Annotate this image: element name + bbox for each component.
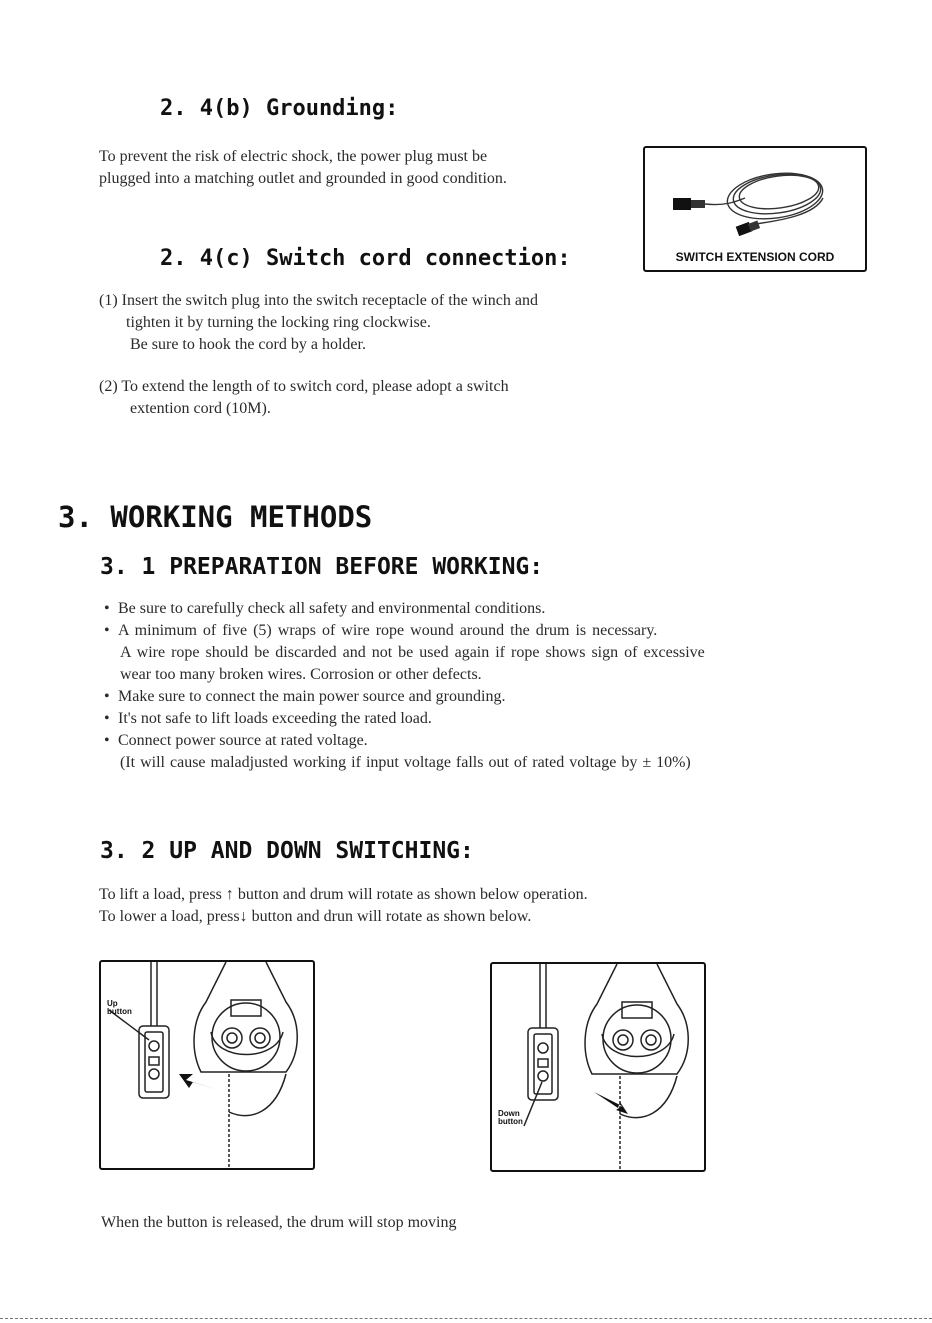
section-heading-working-methods: 3. WORKING METHODS: [58, 500, 373, 534]
bullet-marker: •: [104, 688, 110, 705]
up-label-line-2: button: [107, 1007, 132, 1016]
up-label-line-1: Up: [107, 999, 118, 1008]
down-operation-figure: [490, 962, 706, 1172]
preparation-bullet-5-cont: (It will cause maladjusted working if input voltage falls out of rated voltage by ± 10%): [120, 754, 691, 771]
section-heading-grounding: 2. 4(b) Grounding:: [160, 96, 399, 121]
preparation-bullet-2-cont-1: A wire rope should be discarded and not be used again if rope shows sign of excessive: [120, 644, 705, 661]
winch-up-illustration: [101, 962, 313, 1168]
release-note: When the button is released, the drum will stop moving: [101, 1214, 457, 1231]
grounding-text-line-1: To prevent the risk of electric shock, the power plug must be: [99, 148, 488, 165]
preparation-bullet-5: Connect power source at rated voltage.: [118, 732, 368, 749]
switch-cord-step-1-line-3: Be sure to hook the cord by a holder.: [130, 336, 366, 353]
preparation-bullet-2-cont-2: wear too many broken wires. Corrosion or other defects.: [120, 666, 482, 683]
switch-cord-step-2-line-2: extention cord (10M).: [130, 400, 271, 417]
down-label-line-1: Down: [498, 1109, 520, 1118]
winch-down-illustration: [492, 964, 704, 1170]
preparation-bullet-3: Make sure to connect the main power source and grounding.: [118, 688, 506, 705]
preparation-bullet-2: A minimum of five (5) wraps of wire rope wound around the drum is necessary.: [118, 622, 658, 639]
switch-cord-step-1-line-2: tighten it by turning the locking ring clockwise.: [126, 314, 431, 331]
bullet-marker: •: [104, 710, 110, 727]
subsection-heading-up-down-switching: 3. 2 UP AND DOWN SWITCHING:: [100, 838, 474, 864]
up-operation-figure: [99, 960, 315, 1170]
bullet-marker: •: [104, 622, 110, 639]
bullet-marker: •: [104, 600, 110, 617]
grounding-text-line-2: plugged into a matching outlet and grounded in good condition.: [99, 170, 507, 187]
preparation-bullet-4: It's not safe to lift loads exceeding the rated load.: [118, 710, 432, 727]
switch-extension-cord-figure: [643, 146, 867, 272]
lower-instruction: To lower a load, press↓ button and drun will rotate as shown below.: [99, 908, 532, 925]
switch-extension-cord-icon: [645, 148, 865, 248]
down-label-line-2: button: [498, 1117, 523, 1126]
bullet-marker: •: [104, 732, 110, 749]
lift-instruction: To lift a load, press ↑ button and drum will rotate as shown below operation.: [99, 886, 588, 903]
switch-cord-step-2-line-1: (2) To extend the length of to switch cord, please adopt a switch: [99, 378, 509, 395]
switch-cord-step-1-line-1: (1) Insert the switch plug into the switch receptacle of the winch and: [99, 292, 538, 309]
section-heading-switch-cord: 2. 4(c) Switch cord connection:: [160, 246, 571, 271]
page-bottom-rule: [0, 1318, 932, 1319]
cord-figure-caption: SWITCH EXTENSION CORD: [675, 250, 835, 264]
subsection-heading-preparation: 3. 1 PREPARATION BEFORE WORKING:: [100, 554, 544, 580]
preparation-bullet-1: Be sure to carefully check all safety and environmental conditions.: [118, 600, 546, 617]
